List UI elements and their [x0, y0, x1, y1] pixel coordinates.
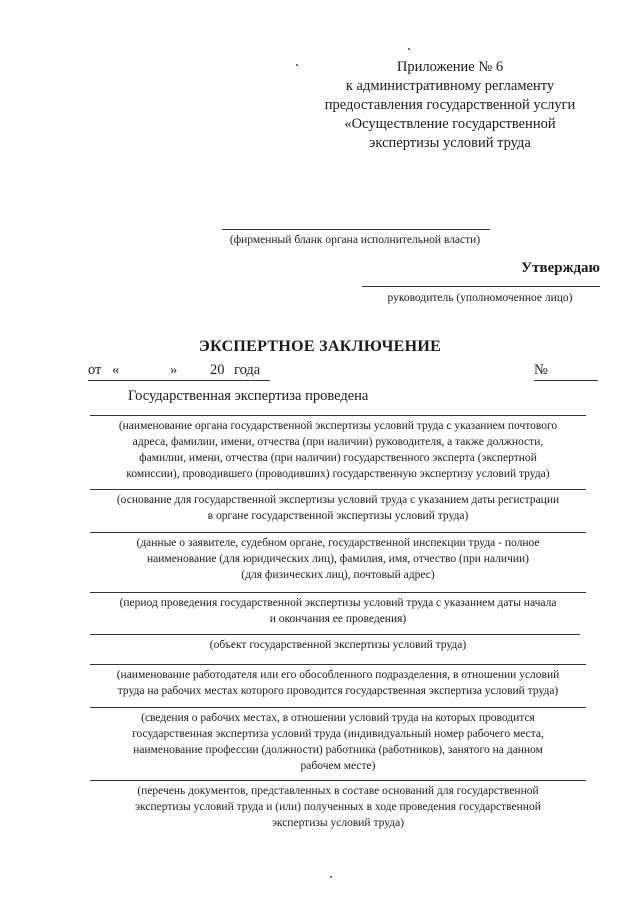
caption-line: в органе государственной экспертизы условий труда): [207, 510, 469, 522]
appendix-line: к административному регламенту: [345, 78, 555, 94]
field-blank-line: [90, 415, 586, 416]
caption-line: фамилии, имени, отчества (при наличии) государственного эксперта (экспертной: [139, 452, 537, 464]
caption-line: государственная экспертиза условий труда (индивидуальный номер рабочего места,: [132, 728, 544, 740]
caption-line: наименование (для юридических лиц), фамилия, имя, отчество (при наличии): [147, 553, 529, 565]
field-caption: [82, 783, 594, 831]
appendix-line: Приложение № 6: [396, 59, 504, 75]
caption-line: (наименование органа государственной экспертизы условий труда с указанием почтового: [118, 420, 558, 432]
field-caption: [82, 667, 594, 699]
date-underline: [88, 380, 270, 381]
number-underline: [534, 380, 598, 381]
caption-line: комиссии), проводившего (проводивших) государственную экспертизу условий труда): [126, 468, 550, 480]
date-century: 20: [210, 362, 225, 378]
caption-line: адреса, фамилии, имени, отчества (при наличии) руководителя, а также должности,: [132, 436, 544, 448]
caption-line: (объект государственной экспертизы условий труда): [209, 639, 467, 651]
caption-line: (перечень документов, представленных в составе оснований для государственной: [137, 785, 539, 797]
number-sign: №: [534, 362, 548, 378]
field-caption: [82, 595, 594, 627]
field-blank-line: [90, 489, 586, 490]
approval-caption: руководитель (уполномоченное лицо): [387, 292, 573, 304]
caption-line: и окончания ее проведения): [269, 613, 407, 625]
field-blank-line: [90, 664, 586, 665]
date-from: от: [88, 362, 102, 378]
scan-speck: [296, 64, 298, 66]
caption-line: рабочем месте): [300, 760, 376, 772]
date-close-quote: »: [170, 362, 178, 378]
approval-signature-line: [362, 286, 600, 287]
approval-label: Утверждаю: [521, 260, 600, 276]
appendix-header: [300, 58, 600, 153]
document-title: ЭКСПЕРТНОЕ ЗАКЛЮЧЕНИЕ: [198, 338, 442, 355]
field-blank-line: [90, 532, 586, 533]
field-blank-line: [90, 707, 586, 708]
field-blank-line: [90, 592, 586, 593]
date-open-quote: «: [112, 362, 120, 378]
date-year-word: года: [234, 362, 261, 378]
letterhead-blank-line: [222, 229, 490, 230]
caption-line: наименование профессии (должности) работника (работников), занятого на данном: [133, 744, 543, 756]
caption-line: экспертизы условий труда): [271, 817, 405, 829]
field-caption: [82, 492, 594, 524]
field-caption: [82, 710, 594, 774]
intro-text: Государственная экспертиза проведена: [128, 388, 369, 404]
date-line: [88, 362, 598, 382]
caption-line: экспертизы условий труда и (или) полученных в ходе проведения государственной: [135, 801, 541, 813]
appendix-line: экспертизы условий труда: [369, 135, 531, 151]
appendix-line: «Осуществление государственной: [344, 116, 556, 132]
caption-line: труда на рабочих местах которого проводится государственная экспертиза условий труда): [117, 685, 559, 697]
field-caption: [82, 535, 594, 583]
caption-line: (для физических лиц), почтовый адрес): [241, 569, 435, 581]
field-caption: [82, 418, 594, 482]
field-blank-line: [90, 634, 580, 635]
field-blank-line: [90, 780, 586, 781]
field-caption: [82, 637, 594, 653]
scan-speck: [330, 876, 332, 878]
caption-line: (наименование работодателя или его обособленного подразделения, в отношении условий: [116, 669, 560, 681]
caption-line: (данные о заявителе, судебном органе, государственной инспекции труда - полное: [136, 537, 540, 549]
caption-line: (сведения о рабочих местах, в отношении условий труда на которых проводится: [141, 712, 535, 724]
caption-line: (основание для государственной экспертизы условий труда с указанием даты регистрации: [116, 494, 560, 506]
scan-speck: [408, 48, 410, 50]
letterhead-caption: (фирменный бланк органа исполнительной власти): [229, 234, 481, 246]
caption-line: (период проведения государственной экспертизы условий труда с указанием даты начала: [119, 597, 557, 609]
appendix-line: предоставления государственной услуги: [324, 97, 576, 113]
